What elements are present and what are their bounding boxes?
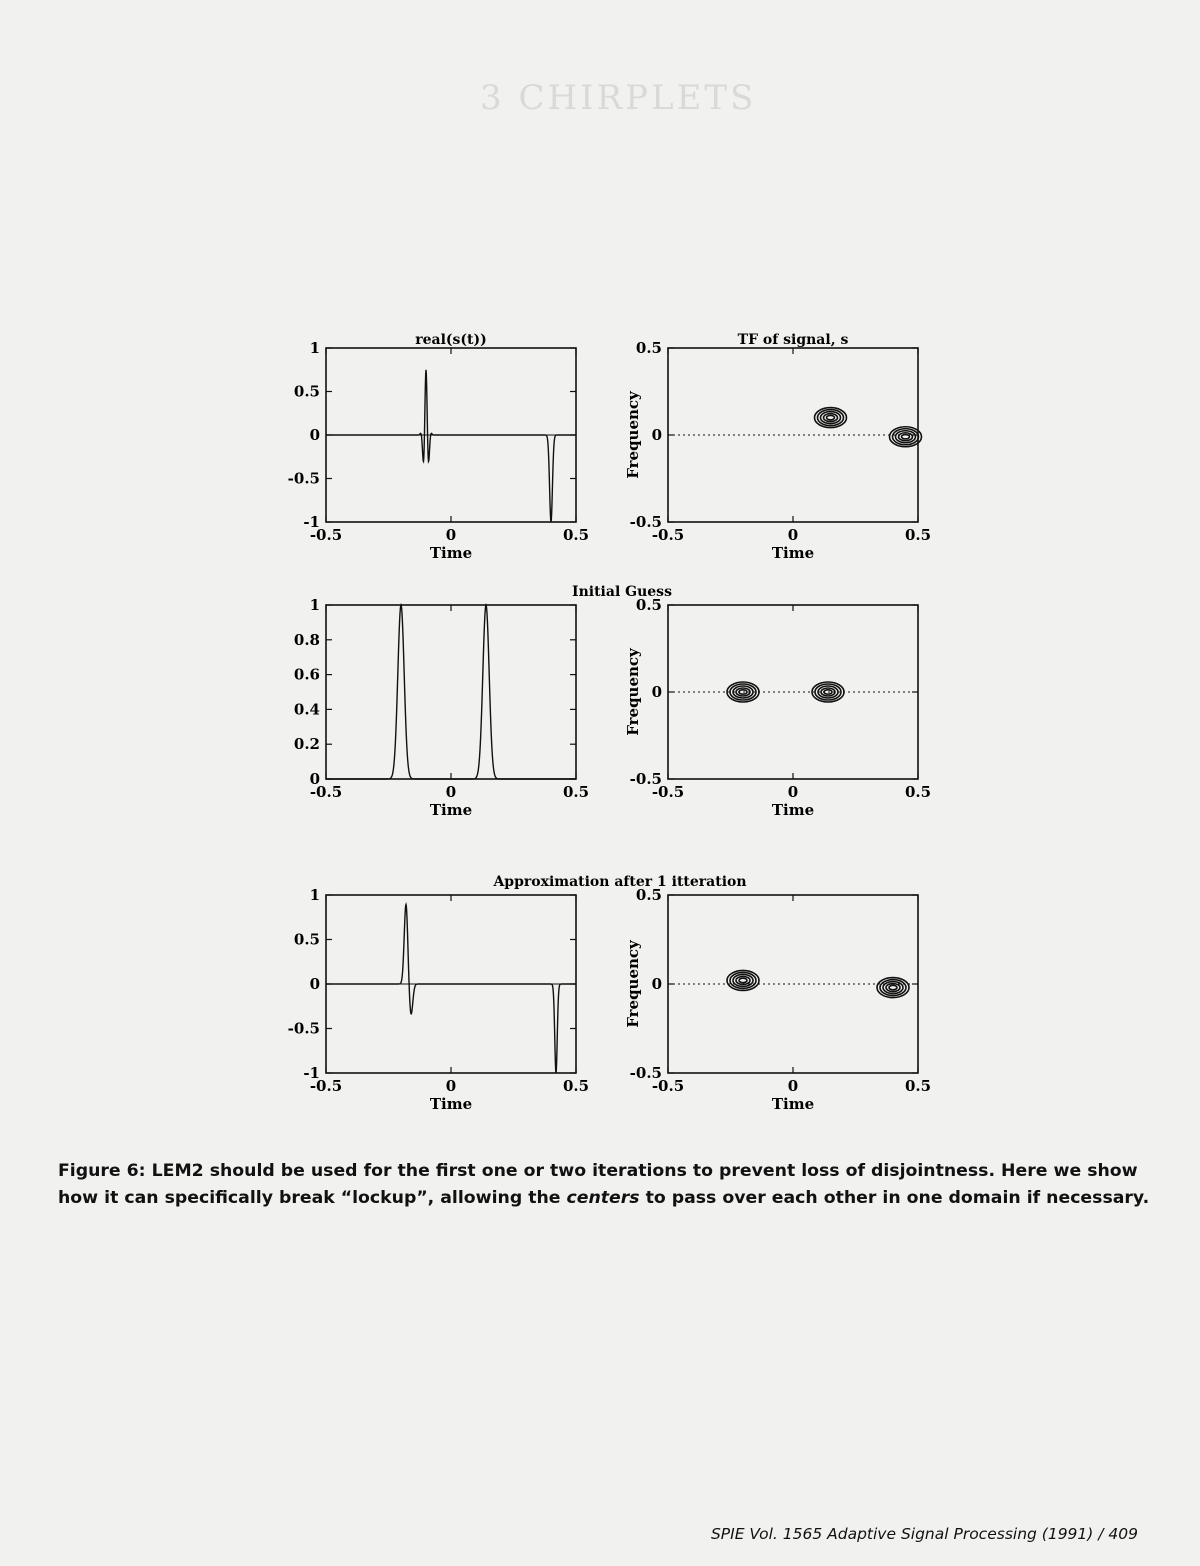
row-title-initial-guess: Initial Guess bbox=[572, 584, 672, 600]
row-title-approximation: Approximation after 1 itteration bbox=[493, 874, 747, 890]
y-tick-label: -0.5 bbox=[287, 469, 320, 488]
y-tick-label: 0.5 bbox=[293, 930, 320, 949]
x-tick-label: -0.5 bbox=[651, 1077, 685, 1095]
page-footer: SPIE Vol. 1565 Adaptive Signal Processing (1991) / 409 bbox=[710, 1525, 1138, 1543]
x-axis-label: Time bbox=[771, 544, 815, 562]
x-tick-label: 0.5 bbox=[562, 1077, 590, 1095]
x-tick-label: 0 bbox=[787, 526, 799, 544]
contour-ring bbox=[890, 427, 922, 447]
guess-trace bbox=[326, 605, 576, 779]
panel-time-1 bbox=[288, 332, 589, 562]
y-tick-label: 0.5 bbox=[635, 596, 662, 614]
panel-time-3 bbox=[288, 886, 589, 1113]
x-tick-label: -0.5 bbox=[651, 526, 685, 544]
x-tick-label: 0 bbox=[787, 783, 799, 801]
x-tick-label: -0.5 bbox=[651, 783, 685, 801]
figure-caption bbox=[58, 1158, 1158, 1212]
y-axis-label: Frequency bbox=[624, 648, 642, 736]
y-tick-label: -1 bbox=[303, 1064, 320, 1082]
y-tick-label: -0.5 bbox=[629, 770, 662, 788]
y-tick-label: 0 bbox=[309, 426, 320, 444]
panel-tf-1 bbox=[624, 332, 931, 562]
panel-tf-2 bbox=[624, 596, 931, 819]
x-axis-label: Time bbox=[771, 1095, 815, 1113]
y-tick-label: 0.8 bbox=[293, 630, 320, 649]
contour-ring bbox=[827, 415, 835, 419]
x-tick-label: -0.5 bbox=[309, 783, 343, 801]
x-tick-label: 0.5 bbox=[904, 526, 932, 544]
y-tick-label: 0 bbox=[309, 975, 320, 993]
y-tick-label: 1 bbox=[309, 596, 320, 614]
x-tick-label: 0.5 bbox=[562, 526, 590, 544]
x-tick-label: 0 bbox=[445, 1077, 457, 1095]
contour-ring bbox=[739, 978, 747, 982]
panel-tf-3 bbox=[624, 886, 931, 1113]
panel-title: real(s(t)) bbox=[415, 332, 487, 348]
y-tick-label: -0.5 bbox=[629, 1064, 662, 1082]
y-tick-label: 1 bbox=[309, 339, 320, 357]
x-axis-label: Time bbox=[771, 801, 815, 819]
y-tick-label: -1 bbox=[303, 513, 320, 531]
contour-ring bbox=[727, 970, 759, 990]
y-tick-label: 0.5 bbox=[293, 382, 320, 401]
contour-ring bbox=[889, 985, 897, 989]
y-tick-label: 0 bbox=[309, 770, 320, 788]
x-tick-label: -0.5 bbox=[309, 526, 343, 544]
y-tick-label: 0.4 bbox=[293, 700, 320, 719]
tf-blob-2 bbox=[877, 978, 909, 998]
x-tick-label: 0 bbox=[445, 526, 457, 544]
axes-frame bbox=[326, 605, 576, 779]
x-axis-label: Time bbox=[429, 544, 473, 562]
panel-title: TF of signal, s bbox=[737, 332, 849, 348]
x-tick-label: 0.5 bbox=[904, 783, 932, 801]
caption-emphasis: centers bbox=[566, 1188, 640, 1208]
contour-ring bbox=[815, 408, 847, 428]
x-axis-label: Time bbox=[429, 1095, 473, 1113]
signal-trace bbox=[326, 370, 576, 522]
y-tick-label: -0.5 bbox=[629, 513, 662, 531]
y-tick-label: 0 bbox=[651, 975, 662, 993]
y-axis-label: Frequency bbox=[624, 391, 642, 479]
y-tick-label: 0.2 bbox=[293, 735, 320, 754]
ghost-heading: 3 CHIRPLETS bbox=[480, 78, 757, 118]
caption-text-2: to pass over each other in one domain if necessary. bbox=[639, 1188, 1150, 1208]
contour-ring bbox=[877, 978, 909, 998]
y-axis-label: Frequency bbox=[624, 940, 642, 1028]
y-tick-label: 0.5 bbox=[635, 886, 662, 904]
caption-text-1: LEM2 should be used for the first one or two iterations to prevent loss of disjointness. Here we show how it can specifically break “lockup”, allowing the bbox=[58, 1161, 1138, 1208]
y-tick-label: 0 bbox=[651, 683, 662, 701]
y-tick-label: 0.5 bbox=[635, 339, 662, 357]
panel-time-2 bbox=[294, 596, 589, 819]
y-tick-label: -0.5 bbox=[287, 1019, 320, 1038]
tf-blob-1 bbox=[815, 408, 847, 428]
tf-blob-1 bbox=[727, 970, 759, 990]
x-tick-label: 0.5 bbox=[904, 1077, 932, 1095]
x-tick-label: 0.5 bbox=[562, 783, 590, 801]
caption-number: Figure 6: bbox=[58, 1161, 146, 1181]
x-tick-label: 0 bbox=[445, 783, 457, 801]
y-tick-label: 0 bbox=[651, 426, 662, 444]
tf-blob-2 bbox=[890, 427, 922, 447]
approx-trace bbox=[326, 904, 576, 1073]
x-tick-label: 0 bbox=[787, 1077, 799, 1095]
x-axis-label: Time bbox=[429, 801, 473, 819]
y-tick-label: 0.6 bbox=[293, 665, 320, 684]
x-tick-label: -0.5 bbox=[309, 1077, 343, 1095]
contour-ring bbox=[902, 435, 910, 439]
y-tick-label: 1 bbox=[309, 886, 320, 904]
